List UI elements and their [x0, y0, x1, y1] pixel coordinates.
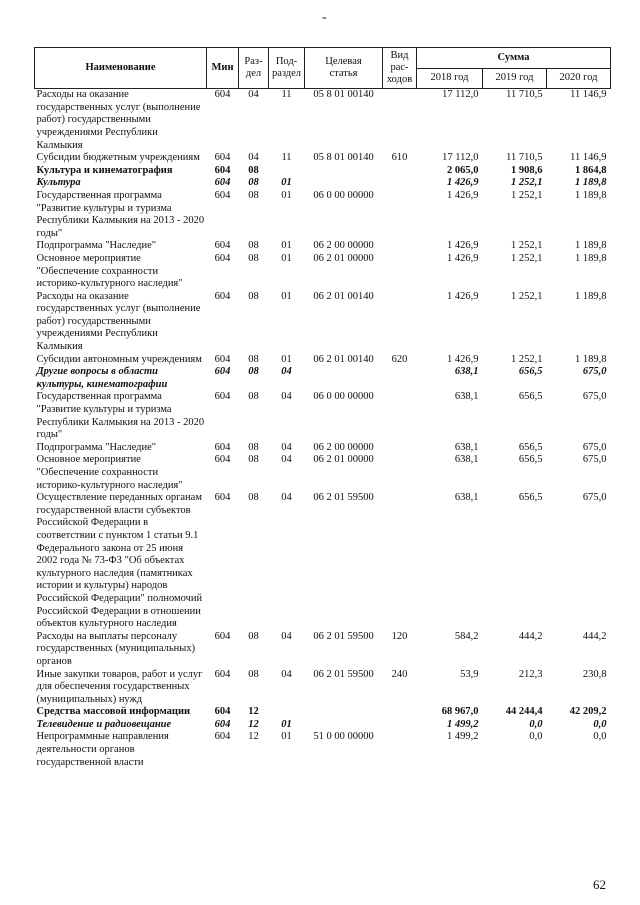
row-value-2020: 1 189,8: [575, 189, 607, 201]
row-value-2020: 1 189,8: [575, 290, 607, 302]
row-name: Культура: [36, 177, 81, 189]
row-min: 604: [214, 164, 231, 176]
row-min: 604: [214, 89, 231, 101]
row-value-2020: 1 189,8: [575, 252, 607, 264]
row-value-2018: 53,9: [460, 668, 479, 680]
row-podrazdel: [269, 706, 305, 719]
row-value-2020: 11 146,9: [570, 89, 607, 101]
row-vid: [383, 391, 417, 441]
row-vid: [383, 177, 417, 190]
row-name: Расходы на оказание государственных услуг (выполнение работ) государственными учреждениями Республики Калмыкия: [36, 290, 201, 353]
row-name: Основное мероприятие "Обеспечение сохранности историко-культурного наследия": [36, 454, 183, 491]
row-value-2020: 0,0: [593, 718, 607, 730]
row-name: Другие вопросы в области культуры, кинематографии: [36, 366, 168, 390]
row-vid: [383, 492, 417, 631]
row-podrazdel: 01: [281, 252, 292, 264]
row-podrazdel: 11: [281, 152, 292, 164]
row-value-2018: 638,1: [454, 492, 479, 504]
row-vid: 120: [391, 630, 408, 642]
row-name: Расходы на выплаты персоналу государственных (муниципальных) органов: [36, 630, 196, 667]
col-header-summa: Сумма: [417, 48, 611, 69]
row-value-2020: 11 146,9: [570, 152, 607, 164]
table-row: [35, 442, 611, 455]
table-row: [35, 165, 611, 178]
row-vid: 610: [391, 152, 408, 164]
row-value-2018: 1 426,9: [447, 240, 479, 252]
table-row: [35, 731, 611, 769]
col-header-podrazdel: Под- раздел: [269, 48, 305, 89]
table-body: [35, 89, 611, 770]
table-row: [35, 253, 611, 291]
budget-table: [34, 47, 611, 769]
row-celevaya: [305, 706, 383, 719]
table-row: [35, 631, 611, 669]
table-row: [35, 177, 611, 190]
row-value-2019: 1 252,1: [511, 240, 543, 252]
row-value-2018: 1 426,9: [447, 177, 479, 189]
row-podrazdel: 11: [281, 89, 292, 101]
row-value-2020: 675,0: [582, 492, 607, 504]
table-row: [35, 190, 611, 240]
row-celevaya: 06 2 01 00000: [313, 252, 374, 264]
row-min: 604: [214, 441, 231, 453]
row-value-2019: 1 252,1: [511, 252, 543, 264]
row-razdel: 08: [248, 441, 259, 453]
row-vid: [383, 731, 417, 769]
row-value-2019: 1 252,1: [511, 353, 543, 365]
row-value-2018: 638,1: [454, 454, 479, 466]
row-podrazdel: 04: [281, 630, 292, 642]
row-vid: [383, 253, 417, 291]
row-name: Субсидии автономным учреждениям: [36, 353, 202, 365]
row-razdel: 08: [248, 454, 259, 466]
row-value-2018: 17 112,0: [442, 152, 479, 164]
row-razdel: 08: [248, 630, 259, 642]
row-celevaya: 06 2 01 00140: [313, 290, 374, 302]
row-podrazdel: 04: [281, 454, 292, 466]
row-value-2018: 1 499,2: [447, 731, 479, 743]
row-value-2020: 0,0: [593, 731, 607, 743]
table-row: [35, 719, 611, 732]
row-vid: 240: [391, 668, 408, 680]
row-celevaya: [305, 165, 383, 178]
row-razdel: 08: [248, 366, 259, 378]
row-podrazdel: 04: [281, 492, 292, 504]
row-min: 604: [214, 718, 231, 730]
row-podrazdel: 01: [281, 189, 292, 201]
col-header-2020: 2020 год: [547, 68, 611, 89]
table-row: [35, 152, 611, 165]
row-value-2019: 1 252,1: [511, 290, 543, 302]
row-min: 604: [214, 240, 231, 252]
row-min: 604: [214, 366, 231, 378]
row-razdel: 08: [248, 391, 259, 403]
row-name: Субсидии бюджетным учреждениям: [36, 152, 200, 164]
row-value-2019: 0,0: [529, 718, 543, 730]
row-celevaya: 06 2 00 00000: [313, 240, 374, 252]
row-value-2018: 638,1: [454, 441, 479, 453]
row-value-2019: 212,3: [518, 668, 543, 680]
row-razdel: 08: [248, 164, 259, 176]
row-celevaya: [305, 719, 383, 732]
row-razdel: 08: [248, 240, 259, 252]
row-value-2020: 42 209,2: [569, 706, 607, 718]
row-min: 604: [214, 391, 231, 403]
row-podrazdel: 04: [281, 668, 292, 680]
row-value-2018: 638,1: [454, 391, 479, 403]
row-value-2019: 656,5: [518, 454, 543, 466]
col-header-2018: 2018 год: [417, 68, 483, 89]
row-value-2020: 1 189,8: [575, 240, 607, 252]
row-vid: [383, 240, 417, 253]
row-name: Непрограммные направления деятельности органов государственной власти: [36, 731, 169, 768]
row-min: 604: [214, 177, 231, 189]
row-name: Средства массовой информации: [36, 706, 191, 718]
table-row: [35, 706, 611, 719]
row-value-2018: 1 426,9: [447, 290, 479, 302]
row-podrazdel: 01: [281, 290, 292, 302]
row-name: Государственная программа "Развитие культуры и туризма Республики Калмыкия на 2013 - 2020 годы": [36, 391, 205, 441]
row-podrazdel: 01: [281, 353, 292, 365]
row-value-2020: 1 864,8: [575, 164, 607, 176]
table-row: [35, 366, 611, 391]
table-row: [35, 291, 611, 354]
row-name: Государственная программа "Развитие культуры и туризма Республики Калмыкия на 2013 - 2020 годы": [36, 189, 205, 239]
row-min: 604: [214, 252, 231, 264]
row-celevaya: 06 2 01 59500: [313, 668, 374, 680]
row-min: 604: [214, 152, 231, 164]
row-value-2019: 656,5: [518, 391, 543, 403]
row-value-2018: 1 426,9: [447, 353, 479, 365]
row-vid: [383, 706, 417, 719]
row-value-2019: 44 244,4: [505, 706, 543, 718]
row-name: Осуществление переданных органам государственной власти субъектов Российской Федерации в соответствии с пунктом 1 статьи 9.1 Федерального закона от 25 июня 2002 года № 73-ФЗ "Об объектах культурного наследия (памятниках истории и культуры) народов Российской Федерации" полномочий Российской Федерации в отношении объектов культурного наследия: [36, 492, 203, 630]
row-razdel: 12: [248, 731, 259, 743]
row-value-2020: 1 189,8: [575, 353, 607, 365]
row-celevaya: [305, 366, 383, 391]
row-celevaya: 06 2 01 00000: [313, 454, 374, 466]
row-min: 604: [214, 630, 231, 642]
table-row: [35, 240, 611, 253]
row-name: Расходы на оказание государственных услуг (выполнение работ) государственными учреждениями Республики Калмыкия: [36, 89, 201, 151]
row-value-2020: 1 189,8: [575, 177, 607, 189]
row-podrazdel: 04: [281, 441, 292, 453]
row-min: 604: [214, 189, 231, 201]
row-value-2019: 11 710,5: [506, 152, 543, 164]
row-value-2019: 1 908,6: [511, 164, 543, 176]
row-podrazdel: 04: [281, 366, 292, 378]
row-razdel: 04: [248, 152, 259, 164]
row-podrazdel: 04: [281, 391, 292, 403]
table-row: [35, 669, 611, 707]
row-vid: [383, 454, 417, 492]
table-row: [35, 89, 611, 152]
row-min: 604: [214, 454, 231, 466]
col-header-razdel: Раз- дел: [239, 48, 269, 89]
col-header-name: Наименование: [35, 48, 207, 89]
row-razdel: 12: [248, 706, 259, 718]
row-value-2020: 444,2: [582, 630, 607, 642]
row-podrazdel: 01: [281, 718, 292, 730]
row-value-2018: 638,1: [454, 366, 479, 378]
row-celevaya: 06 2 01 59500: [313, 630, 374, 642]
row-vid: [383, 291, 417, 354]
page-number: 62: [593, 877, 606, 892]
row-vid: [383, 442, 417, 455]
row-name: Телевидение и радиовещание: [36, 718, 172, 730]
row-celevaya: 06 2 01 59500: [313, 492, 374, 504]
row-razdel: 08: [248, 353, 259, 365]
top-mark: -: [322, 10, 327, 25]
row-name: Культура и кинематография: [36, 164, 173, 176]
row-vid: [383, 719, 417, 732]
row-razdel: 08: [248, 177, 259, 189]
table-row: [35, 454, 611, 492]
budget-table-container: [34, 47, 610, 769]
row-vid: [383, 190, 417, 240]
row-celevaya: 05 8 01 00140: [313, 89, 374, 101]
table-row: [35, 391, 611, 441]
row-value-2018: 1 499,2: [447, 718, 479, 730]
row-razdel: 08: [248, 290, 259, 302]
row-value-2020: 230,8: [582, 668, 607, 680]
row-celevaya: 06 2 00 00000: [313, 441, 374, 453]
row-value-2018: 2 065,0: [447, 164, 479, 176]
row-value-2019: 11 710,5: [506, 89, 543, 101]
table-header: [35, 48, 611, 89]
row-razdel: 08: [248, 252, 259, 264]
row-value-2019: 656,5: [518, 366, 543, 378]
row-min: 604: [214, 290, 231, 302]
row-razdel: 12: [248, 718, 259, 730]
row-value-2020: 675,0: [582, 441, 607, 453]
row-value-2020: 675,0: [582, 391, 607, 403]
row-value-2020: 675,0: [582, 454, 607, 466]
row-podrazdel: 01: [281, 177, 292, 189]
row-razdel: 08: [248, 189, 259, 201]
row-value-2018: 1 426,9: [447, 189, 479, 201]
row-value-2019: 0,0: [529, 731, 543, 743]
row-value-2019: 656,5: [518, 492, 543, 504]
row-min: 604: [214, 353, 231, 365]
row-razdel: 08: [248, 668, 259, 680]
row-vid: [383, 89, 417, 152]
row-vid: [383, 165, 417, 178]
row-podrazdel: 01: [281, 731, 292, 743]
row-razdel: 04: [248, 89, 259, 101]
row-value-2019: 444,2: [518, 630, 543, 642]
row-vid: 620: [391, 353, 408, 365]
row-celevaya: 06 2 01 00140: [313, 353, 374, 365]
row-podrazdel: 01: [281, 240, 292, 252]
row-min: 604: [214, 668, 231, 680]
row-value-2019: 1 252,1: [511, 177, 543, 189]
row-value-2019: 656,5: [518, 441, 543, 453]
col-header-vid: Вид рас- ходов: [383, 48, 417, 89]
row-razdel: 08: [248, 492, 259, 504]
col-header-min: Мин: [207, 48, 239, 89]
row-celevaya: 06 0 00 00000: [313, 189, 374, 201]
row-celevaya: [305, 177, 383, 190]
table-row: [35, 354, 611, 367]
row-value-2018: 17 112,0: [442, 89, 479, 101]
row-celevaya: 51 0 00 00000: [313, 731, 374, 743]
row-name: Подпрограмма "Наследие": [36, 240, 157, 252]
row-name: Иные закупки товаров, работ и услуг для обеспечения государственных (муниципальных) нужд: [36, 668, 203, 705]
row-value-2018: 68 967,0: [441, 706, 479, 718]
table-row: [35, 492, 611, 631]
row-podrazdel: [269, 165, 305, 178]
row-min: 604: [214, 492, 231, 504]
row-value-2020: 675,0: [582, 366, 607, 378]
col-header-celevaya: Целевая статья: [305, 48, 383, 89]
row-value-2018: 584,2: [454, 630, 479, 642]
row-name: Основное мероприятие "Обеспечение сохранности историко-культурного наследия": [36, 252, 183, 290]
row-value-2018: 1 426,9: [447, 252, 479, 264]
col-header-2019: 2019 год: [483, 68, 547, 89]
row-vid: [383, 366, 417, 391]
row-celevaya: 05 8 01 00140: [313, 152, 374, 164]
row-min: 604: [214, 706, 231, 718]
row-celevaya: 06 0 00 00000: [313, 391, 374, 403]
row-value-2019: 1 252,1: [511, 189, 543, 201]
row-min: 604: [214, 731, 231, 743]
row-name: Подпрограмма "Наследие": [36, 441, 157, 453]
